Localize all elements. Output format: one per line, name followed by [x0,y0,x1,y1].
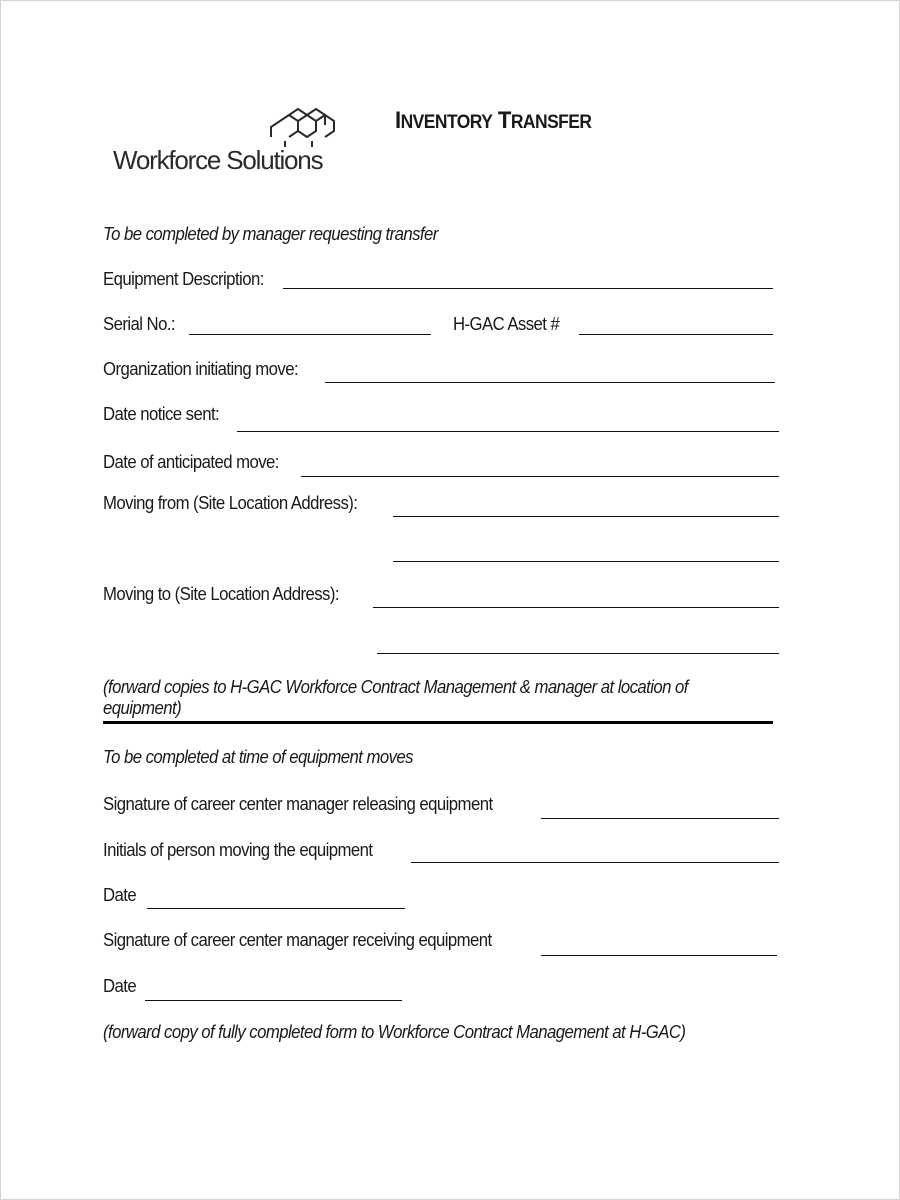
final-note: (forward copy of fully completed form to Workforce Contract Management at H-GAC) [103,1022,686,1042]
title-first-rest: NVENTORY [400,112,493,133]
date-anticipated-label: Date of anticipated move: [103,452,279,472]
moving-from-field-1[interactable] [393,516,779,517]
date2-field[interactable] [145,1000,402,1001]
date2-label: Date [103,976,137,996]
moving-from-label: Moving from (Site Location Address): [103,493,358,513]
moving-to-label: Moving to (Site Location Address): [103,584,339,604]
serial-no-label: Serial No.: [103,314,176,334]
signature-receiving-label: Signature of career center manager receiving equipment [103,930,492,950]
date1-label: Date [103,885,137,905]
serial-no-field[interactable] [189,334,431,335]
moving-to-field-2[interactable] [377,653,779,654]
title-first-cap: I [395,107,401,134]
equipment-description-label: Equipment Description: [103,269,264,289]
section-divider [103,721,773,724]
moving-to-field-1[interactable] [373,607,779,608]
title-second-rest: RANSFER [510,112,592,133]
signature-releasing-field[interactable] [541,818,779,819]
date1-field[interactable] [147,908,405,909]
hexagon-logo-icon [265,107,345,149]
forward-note-line1: (forward copies to H-GAC Workforce Contract Management & manager at location of [103,677,688,697]
date-notice-field[interactable] [237,431,779,432]
workforce-solutions-logo [113,107,373,179]
section1-intro: To be completed by manager requesting transfer [103,224,438,244]
hgac-asset-field[interactable] [579,334,773,335]
initials-field[interactable] [411,862,779,863]
hgac-asset-label: H-GAC Asset # [453,314,560,334]
equipment-description-field[interactable] [283,288,773,289]
title-second-cap: T [497,107,511,134]
logo-wordmark: Workforce Solutions [113,145,323,175]
section2-intro: To be completed at time of equipment moves [103,747,414,767]
date-anticipated-field[interactable] [301,476,779,477]
organization-field[interactable] [325,382,775,383]
forward-note-line2: equipment) [103,698,182,718]
moving-from-field-2[interactable] [393,561,779,562]
signature-releasing-label: Signature of career center manager releasing equipment [103,794,493,814]
date-notice-label: Date notice sent: [103,404,220,424]
signature-receiving-field[interactable] [541,955,777,956]
organization-label: Organization initiating move: [103,359,299,379]
page-title [395,107,591,135]
initials-label: Initials of person moving the equipment [103,840,373,860]
